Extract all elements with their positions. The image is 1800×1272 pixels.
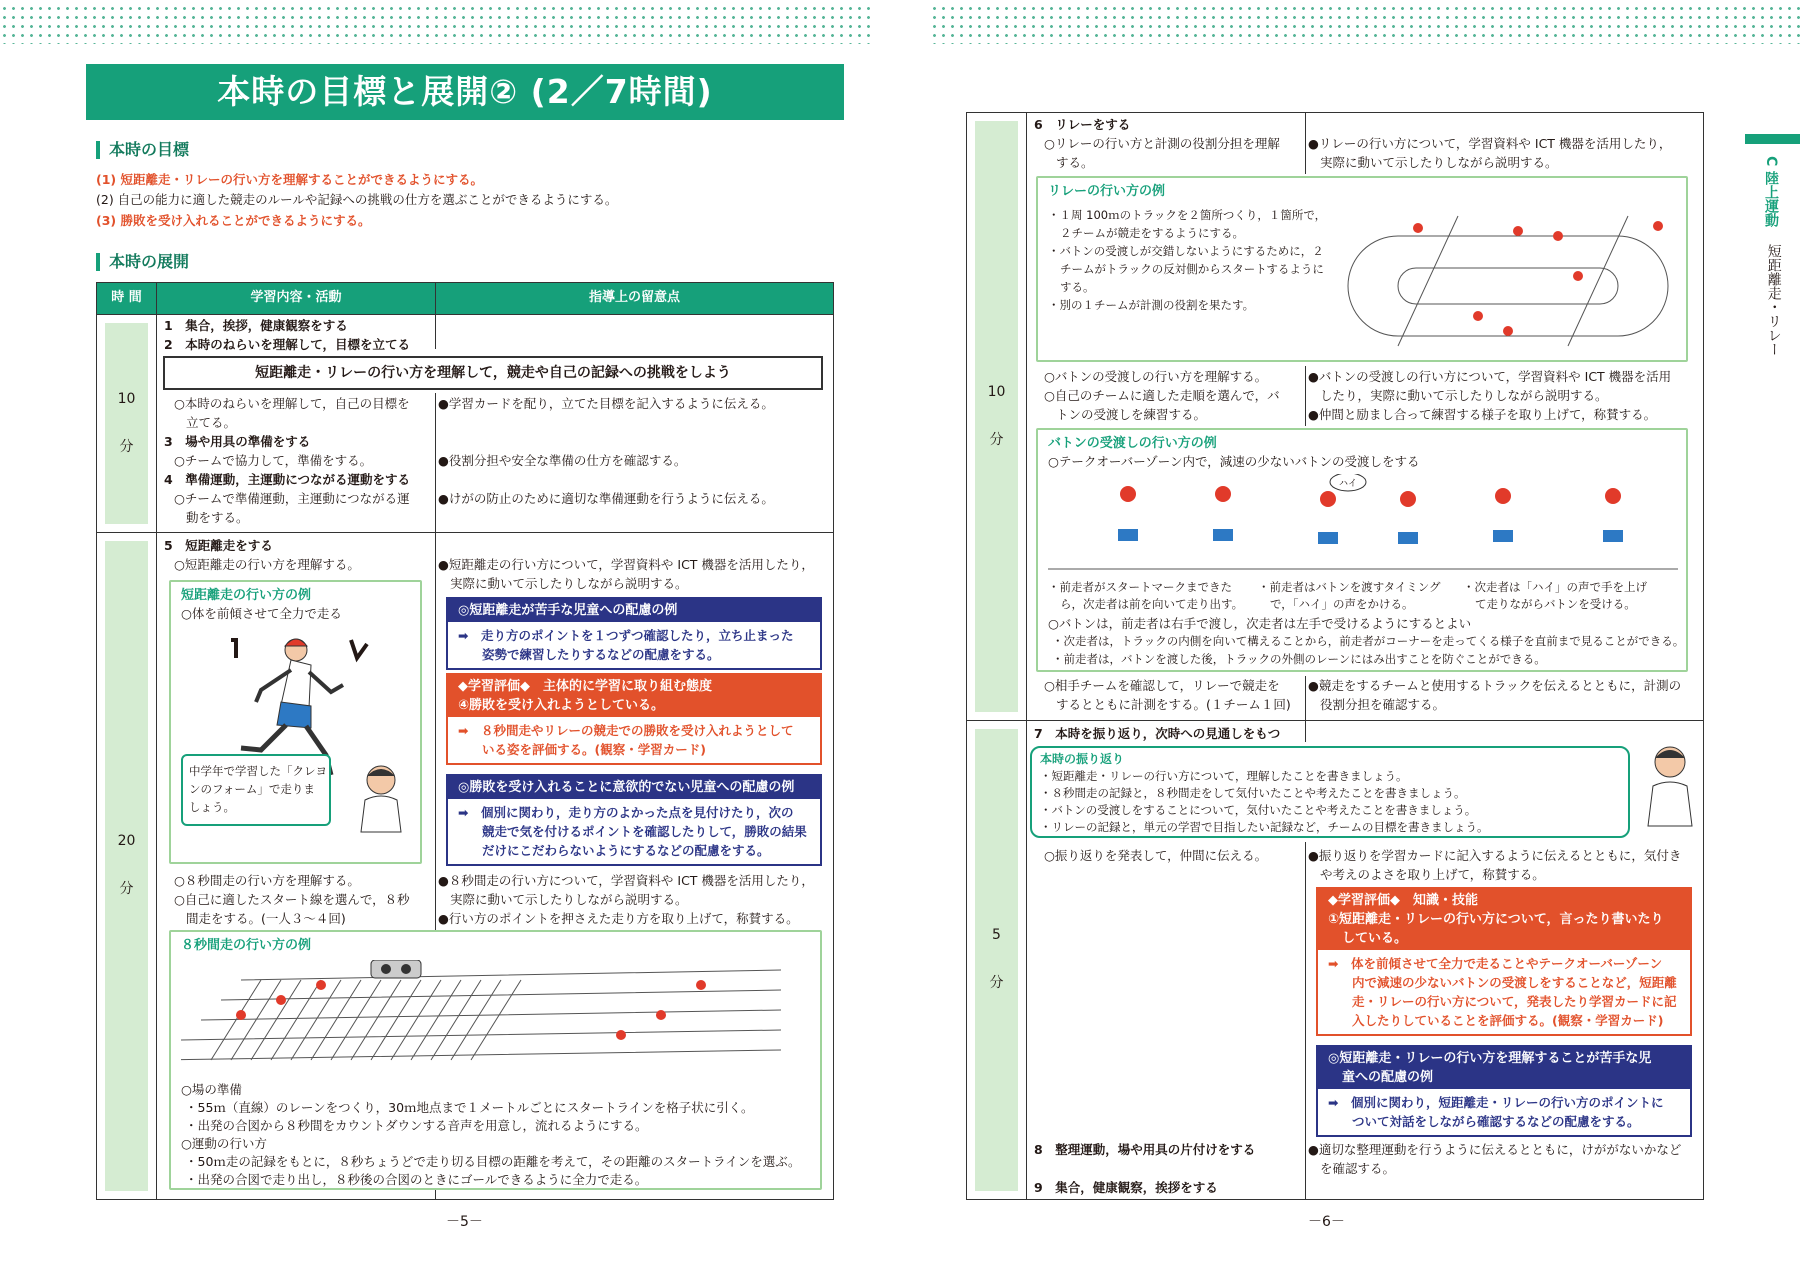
note: ●８秒間走の行い方について，学習資料や ICT 機器を活用したり， (438, 873, 814, 888)
ex-caption: て走りながらバトンを受ける。 (1475, 597, 1636, 611)
example-title: バトンの受渡しの行い方の例 (1048, 436, 1217, 451)
page-number-left: －5－ (446, 1214, 483, 1230)
assessment-box-attitude (446, 673, 822, 765)
time-cell-1 (97, 315, 157, 533)
step-6: 6 リレーをする (1034, 117, 1131, 132)
activity: ○チームで協力して，準備をする。 (174, 453, 373, 468)
example-sprint-box (169, 580, 422, 864)
note: ●短距離走の行い方について，学習資料や ICT 機器を活用したり， (438, 557, 814, 572)
activity: する。 (1056, 155, 1094, 170)
box-heading: ◎短距離走・リレーの行い方を理解することが苦手な児 (1328, 1051, 1652, 1066)
dotted-band-right (930, 4, 1800, 44)
note: 実際に動いて示したりしながら説明する。 (450, 576, 688, 591)
page-number-right: －6－ (1308, 1214, 1345, 1230)
ex-caption: ・前走者はバトンを渡すタイミング (1258, 580, 1441, 594)
box-line: 姿勢で練習したりするなどの配慮をする。 (482, 647, 720, 662)
time-unit: 分 (119, 881, 134, 897)
ex-line: ・次走者は，トラックの内側を向いて構えることから，前走者がコーナーを走ってくる様子を直前まで見ることができる。 (1052, 634, 1685, 648)
time-cell-2 (967, 721, 1027, 1200)
assessment-box-knowledge (1316, 887, 1692, 1036)
ex-caption: で，「ハイ」の声をかける。 (1270, 597, 1414, 611)
time-cell-2 (97, 533, 157, 1200)
note: ●バトンの受渡しの行い方について，学習資料や ICT 機器を活用 (1308, 369, 1672, 384)
dotted-band-left (0, 4, 870, 44)
box-heading: ◎勝敗を受け入れることに意欲的でない児童への配慮の例 (448, 776, 820, 799)
box-heading: ◆学習評価◆ 知識・技能 (1328, 893, 1478, 908)
activity: ○自己のチームに適した走順を選んで，バ (1044, 388, 1280, 403)
refl-line: ・リレーの記録と，単元の学習で目指したい記録など，チームの目標を書きましょう。 (1040, 820, 1489, 834)
ex-caption: ・次走者は「ハイ」の声で手を上げ (1463, 580, 1647, 594)
box-line: ➡ 個別に関わり，走り方のよかった点を見付けたり，次の (458, 805, 794, 820)
step-5: 5 短距離走をする (164, 538, 273, 553)
time-unit: 分 (989, 975, 1004, 991)
example-text: ○体を前傾させて全力で走る (181, 606, 342, 621)
ex-line: ・50ｍ走の記録をもとに，８秒ちょうどで走り切る目標の距離を考えて，その距離のスタートラインを選ぶ。 (185, 1154, 801, 1169)
oval-track-figure (1338, 196, 1678, 356)
step-1: 1 集合，挨拶，健康観察をする (164, 318, 348, 333)
box-line: 入したりしていることを評価する。(観察・学習カード) (1352, 1013, 1664, 1028)
reflection-title: 本時の振り返り (1040, 752, 1125, 766)
ex-line: ○運動の行い方 (181, 1136, 267, 1151)
ex-line: ・別の１チームが計測の役割を果たす。 (1048, 298, 1255, 312)
ex-line: ２チームが競走をするようにする。 (1060, 226, 1244, 240)
activity: ○チームで準備運動，主運動につながる運 (174, 491, 410, 506)
track-grid-figure (181, 960, 801, 1080)
note: ●学習カードを配り，立てた目標を記入するように伝える。 (438, 396, 774, 411)
ex-line: ・出発の合図から８秒間をカウントダウンする音声を用意し，流れるようにする。 (185, 1118, 648, 1133)
th-points: 指導上の留意点 (436, 283, 834, 315)
step-7: 7 本時を振り返り，次時への見通しをもつ (1034, 726, 1281, 741)
baton-pass-figure (1048, 474, 1678, 574)
refl-line: ・８秒間走の記録と，８秒間走をして気付いたことや考えたことを書きましょう。 (1040, 786, 1466, 800)
box-heading: ④勝敗を受け入れようとしている。 (458, 698, 665, 713)
th-content: 学習内容・活動 (157, 283, 436, 315)
ex-line: ・55ｍ（直線）のレーンをつくり，30ｍ地点まで１メートルごとにスタートラインを格子状に引く。 (185, 1100, 754, 1115)
ex-line: ○場の準備 (181, 1082, 242, 1097)
box-line: ➡ 走り方のポイントを１つずつ確認したり，立ち止まった (458, 628, 794, 643)
time-unit: 分 (119, 438, 134, 455)
teacher-icon (351, 762, 411, 842)
aim-box: 短距離走・リレーの行い方を理解して，競走や自己の記録への挑戦をしよう (163, 356, 823, 390)
activity: 立てる。 (186, 415, 237, 430)
ex-line: ・１周 100ｍのトラックを２箇所つくり，１箇所で， (1048, 208, 1327, 222)
step-4: 4 準備運動，主運動につながる運動をする (164, 472, 410, 487)
activity: 間走をする。(一人３～４回) (186, 911, 346, 926)
note: を確認する。 (1320, 1161, 1396, 1176)
note: ●リレーの行い方について，学習資料や ICT 機器を活用したり， (1308, 136, 1672, 151)
note: や考えのよさを取り上げて，称賛する。 (1320, 867, 1545, 882)
note: ●仲間と励まし合って練習する様子を取り上げて，称賛する。 (1308, 407, 1657, 422)
box-line: ➡ ８秒間走やリレーの競走での勝敗を受け入れようとして (458, 723, 794, 738)
support-box-acceptance (446, 774, 822, 866)
bubble-line: ンのフォーム」で走りま (189, 782, 315, 796)
box-line: だけにこだわらないようにするなどの配慮をする。 (482, 843, 770, 858)
time-num: 10 (987, 383, 1006, 400)
note: ●適切な整理運動を行うように伝えるとともに，けががないかなど (1308, 1142, 1682, 1157)
example-title: リレーの行い方の例 (1048, 184, 1166, 199)
box-line: 競走で気を付けるポイントを確認したりして，勝敗の結果 (482, 824, 807, 839)
box-heading: ◎短距離走が苦手な児童への配慮の例 (448, 599, 820, 622)
ex-caption: ら，次走者は前を向いて走り出す。 (1060, 597, 1244, 611)
flow-heading: 本時の展開 (96, 253, 189, 271)
th-time: 時 間 (97, 283, 157, 315)
ex-line: チームがトラックの反対側からスタートするように (1060, 262, 1324, 276)
activity: ○リレーの行い方と計測の役割分担を理解 (1044, 136, 1280, 151)
step-2: 2 本時のねらいを理解して，目標を立てる (164, 337, 410, 352)
ex-sub: ○テークオーバーゾーン内で，減速の少ないバトンの受渡しをする (1048, 454, 1420, 469)
chapter-sub-label: 短距離走・リレー (1765, 244, 1782, 356)
goal-3: (3) 勝敗を受け入れることができるようにする。 (96, 213, 371, 228)
ex-line: ・出発の合図で走り出し，８秒後の合図のときにゴールできるように全力で走る。 (185, 1172, 648, 1187)
support-box-sprint (446, 597, 822, 670)
box-heading: ◆学習評価◆ 主体的に学習に取り組む態度 (458, 679, 712, 694)
activity: 動をする。 (186, 510, 249, 525)
box-line: ついて対話をしながら確認するなどの配慮をする。 (1352, 1114, 1640, 1129)
chapter-tab-label: C 陸上運動 (1763, 156, 1779, 228)
step-8: 8 整理運動，場や用具の片付けをする (1034, 1142, 1256, 1157)
activity: ○バトンの受渡しの行い方を理解する。 (1044, 369, 1268, 384)
page-title: 本時の目標と展開② (2／7時間) (86, 64, 844, 120)
box-heading: ①短距離走・リレーの行い方について，言ったり書いたり (1328, 912, 1664, 927)
chapter-tab-bar (1745, 134, 1800, 144)
box-heading: している。 (1342, 931, 1408, 946)
time-num: 5 (992, 927, 1001, 944)
note: したり，実際に動いて示したりしながら説明する。 (1320, 388, 1608, 403)
refl-line: ・短距離走・リレーの行い方について，理解したことを書きましょう。 (1040, 769, 1408, 783)
time-unit: 分 (989, 431, 1004, 448)
activity: するとともに計測をする。(１チーム１回) (1056, 697, 1291, 712)
activity: ○本時のねらいを理解して，自己の目標を (174, 396, 410, 411)
step-9: 9 集合，健康観察，挨拶をする (1034, 1180, 1218, 1195)
note: ●振り返りを学習カードに記入するように伝えるとともに，気付き (1308, 848, 1682, 863)
time-num: 10 (117, 390, 136, 407)
example-8sec-box (169, 930, 822, 1190)
box-line: 走・リレーの行い方について，発表したり学習カードに記 (1352, 994, 1677, 1009)
activity: ○振り返りを発表して，仲間に伝える。 (1044, 848, 1268, 863)
activity: ○自己に適したスタート線を選んで，８秒 (174, 892, 410, 907)
activity: ○短距離走の行い方を理解する。 (174, 557, 360, 572)
box-line: ➡ 体を前傾させて全力で走ることやテークオーバーゾーン (1328, 956, 1663, 971)
activity: ○相手チームを確認して，リレーで競走を (1044, 678, 1280, 693)
box-line: 内で減速の少ないバトンの受渡しをすることなど，短距離 (1352, 975, 1677, 990)
note: ●行い方のポイントを押さえた走り方を取り上げて，称賛する。 (438, 911, 799, 926)
time-num: 20 (117, 833, 136, 850)
ex-line: する。 (1060, 280, 1095, 294)
ex-line: ・バトンの受渡しが交錯しないようにするために，２ (1048, 244, 1324, 258)
note: ●競走をするチームと使用するトラックを伝えるとともに，計測の (1308, 678, 1682, 693)
note: ●けがの防止のために適切な準備運動を行うように伝える。 (438, 491, 774, 506)
goal-1: (1) 短距離走・リレーの行い方を理解することができるようにする。 (96, 172, 483, 187)
example-title: 短距離走の行い方の例 (181, 588, 312, 603)
step-3: 3 場や用具の準備をする (164, 434, 311, 449)
box-line: ➡ 個別に関わり，短距離走・リレーの行い方のポイントに (1328, 1095, 1664, 1110)
note: 実際に動いて示したりしながら説明する。 (450, 892, 688, 907)
ex-line: ○バトンは，前走者は右手で渡し，次走者は左手で受けるようにするとよい (1048, 616, 1472, 631)
bubble-line: しょう。 (189, 800, 235, 814)
ex-caption: ・前走者がスタートマークまできた (1048, 580, 1232, 594)
teacher-icon (1640, 740, 1700, 830)
box-line: いる姿を評価する。(観察・学習カード) (482, 742, 706, 757)
note: ●役割分担や安全な準備の仕方を確認する。 (438, 453, 687, 468)
time-cell-1 (967, 113, 1027, 721)
activity: ○８秒間走の行い方を理解する。 (174, 873, 360, 888)
hai-bubble-text: ハイ (1339, 479, 1358, 489)
activity: トンの受渡しを練習する。 (1056, 407, 1207, 422)
box-heading: 童への配慮の例 (1342, 1070, 1434, 1085)
teacher-bubble (181, 754, 331, 826)
goals-heading: 本時の目標 (96, 141, 189, 159)
example-baton-box (1036, 428, 1688, 672)
note: 実際に動いて示したりしながら説明する。 (1320, 155, 1558, 170)
example-relay-box (1036, 176, 1688, 362)
note: 役割分担を確認する。 (1320, 697, 1446, 712)
refl-line: ・バトンの受渡しをすることについて，気付いたことや考えたことを書きましょう。 (1040, 803, 1477, 817)
support-box-understanding (1316, 1045, 1692, 1137)
bubble-line: 中学年で学習した「クレヨ (189, 764, 327, 778)
goal-2: (2) 自己の能力に適した競走のルールや記録への挑戦の仕方を選ぶことができるようにする。 (96, 192, 618, 207)
reflection-bubble (1030, 746, 1630, 838)
ex-line: ・前走者は，バトンを渡した後，トラックの外側のレーンにはみ出すことを防ぐことができる。 (1052, 652, 1546, 666)
example-title: ８秒間走の行い方の例 (181, 938, 312, 953)
